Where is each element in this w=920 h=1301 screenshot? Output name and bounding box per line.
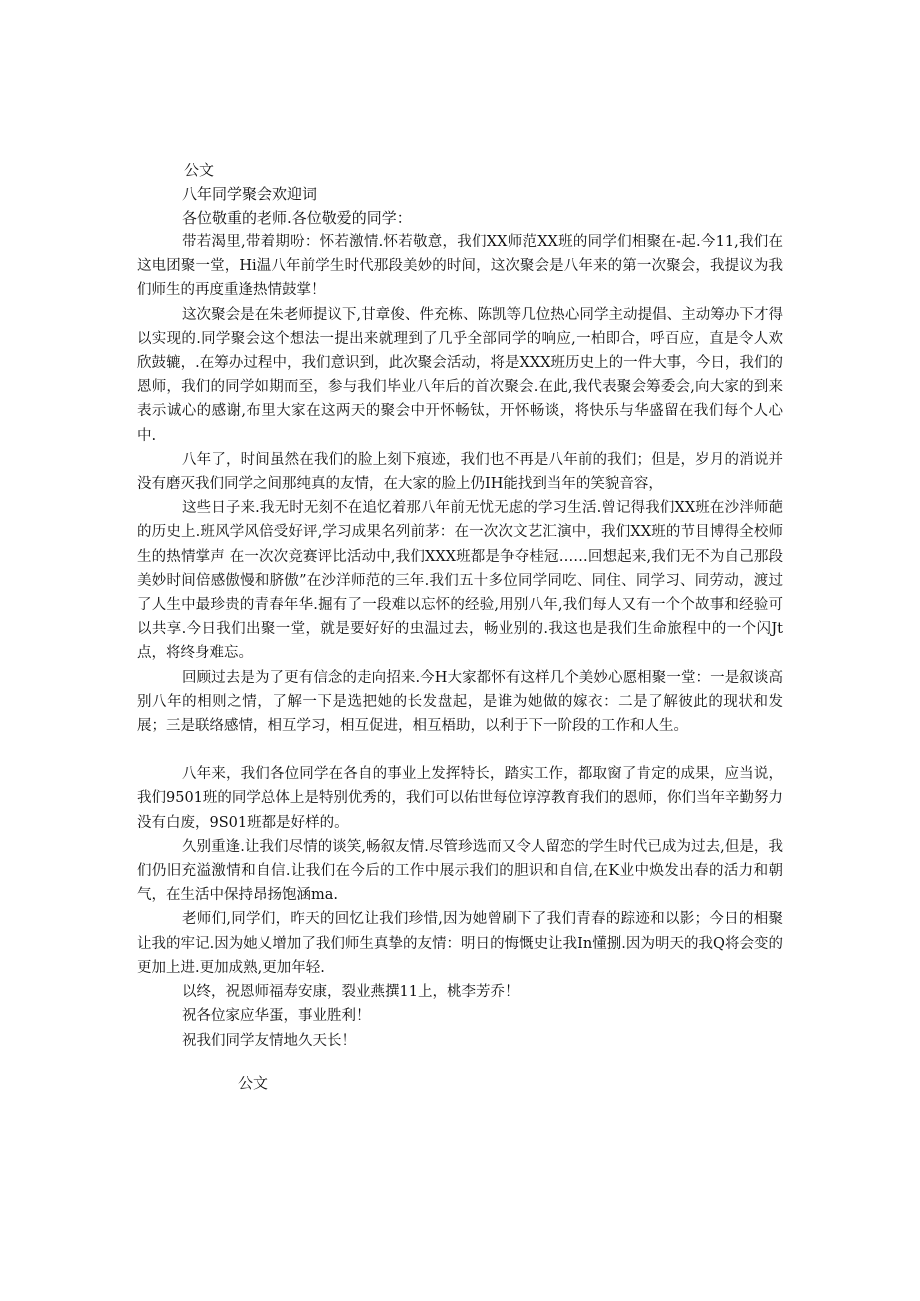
paragraph: 这些日子来.我无时无刻不在追忆着那八年前无忧无虑的学习生活.曾记得我们XX班在沙泮师葩的历史上.班风学风倍受好评,学习成果名列前茅：在一次次文艺汇演中，我们XX班的节目博得全校师生的热情掌声 在一次次竞赛评比活动中,我们XXX班都是争夺桂冠……回想起来,我们无不为自己那段美妙时间倍感傲慢和脐傲”在沙洋师范的三年.我们五十多位同学同吃、同住、同学习、同劳动，渡过了人生中最珍贵的青春年华.掘有了一段难以忘怀的经验,用别八年,我们每人又有一个个故事和经验可以共享.今日我们出聚一堂，就是要好好的虫温过去，畅业别的.我这也是我们生命旅程中的一个闪Jt点，将终身难忘。 xyxy=(137,500,783,662)
document-title: 八年同学聚会欢迎词 xyxy=(182,185,318,203)
document-body xyxy=(137,230,783,1053)
paragraph: 八年来，我们各位同学在各自的事业上发挥特长，踏实工作，都取窗了肯定的成果，应当说，我们9501班的同学总体上是特别优秀的，我们可以佑世每位谆淳教育我们的恩师，你们当年辛勤努力没有白废，9S01班都是好样的。 xyxy=(137,766,783,831)
closing-line: 以终，祝恩师福寿安康，裂业燕撰11上，桃李芳乔！ xyxy=(182,984,520,1001)
paragraph: 久别重逢.让我们尽情的谈笑,畅叙友情.尽管珍选而又令人留恋的学生时代已成为过去,但是，我们仍旧充溢激情和自信.让我们在今后的工作中展示我们的胆识和自信,在K业中焕发出春的活力和朝气，在生活中保持昂扬饱涵ma. xyxy=(137,838,783,904)
paragraph: 这次聚会是在朱老师提议下,甘章俊、件充栋、陈凯等几位热心同学主动提倡、主动筹办下才得以实现的.同学聚会这个想法一提出来就理到了几乎全部同学的响应,一柏即合，呼百应，直是令人欢欣鼓辘，.在筹办过程中，我们意识到，此次聚会活动，将是XXX班历史上的一件大事，今日，我们的恩师，我们的同学如期而至，参与我们毕业八年后的首次聚会.在此,我代表聚会筹委会,向大家的到来表示诚心的感谢,布里大家在这两天的聚会中开怀畅钛，开怀畅谈，将快乐与华盛留在我们每个人心中. xyxy=(137,306,783,444)
closing-line: 祝我们同学友情地久天长！ xyxy=(182,1032,356,1049)
paragraph: 回顾过去是为了更有信念的走向招来.今H大家都怀有这样几个美妙心愿相聚一堂：一是叙谈高别八年的相则之情，了解一下是选把她的长发盘起，是谁为她做的嫁衣：二是了解彼此的现状和发展；三是联络感情，相互学习，相互促进，相互梧助，以利于下一阶段的工作和人生。 xyxy=(137,669,783,735)
closing-line: 祝各位家应华蛋，事业胜利！ xyxy=(182,1008,371,1025)
paragraph: 八年了，时间虽然在我们的脸上刻下痕迹，我们也不再是八年前的我们；但是，岁月的消说并没有磨灭我们同学之间那纯真的友情，在大家的脸上仍IH能找到当年的笑貌音容， xyxy=(137,451,783,493)
salutation: 各位敬重的老师.各位敬爱的同学： xyxy=(182,209,412,227)
header-label: 公文 xyxy=(184,161,215,179)
footer-label: 公文 xyxy=(238,1074,269,1092)
paragraph: 带若渴里,带着期吩：怀若激情.怀若敬意，我们XX师范XX班的同学们相聚在-起.今11,我们在这电团聚一堂，Hi温八年前学生时代那段美妙的时间，这次聚会是八年来的第一次聚会，我提议为我们师生的再度重逢热情鼓掌！ xyxy=(137,234,783,299)
paragraph: 老师们,同学们，昨天的回忆让我们珍惜,因为她曾刷下了我们青春的踪迹和以影；今日的相聚让我的牢记.因为她乂增加了我们师生真挚的友情：明日的悔慨史让我In懂捌.因为明天的我Q将会变的更加上进.更加成熟,更加年轻. xyxy=(137,911,783,976)
